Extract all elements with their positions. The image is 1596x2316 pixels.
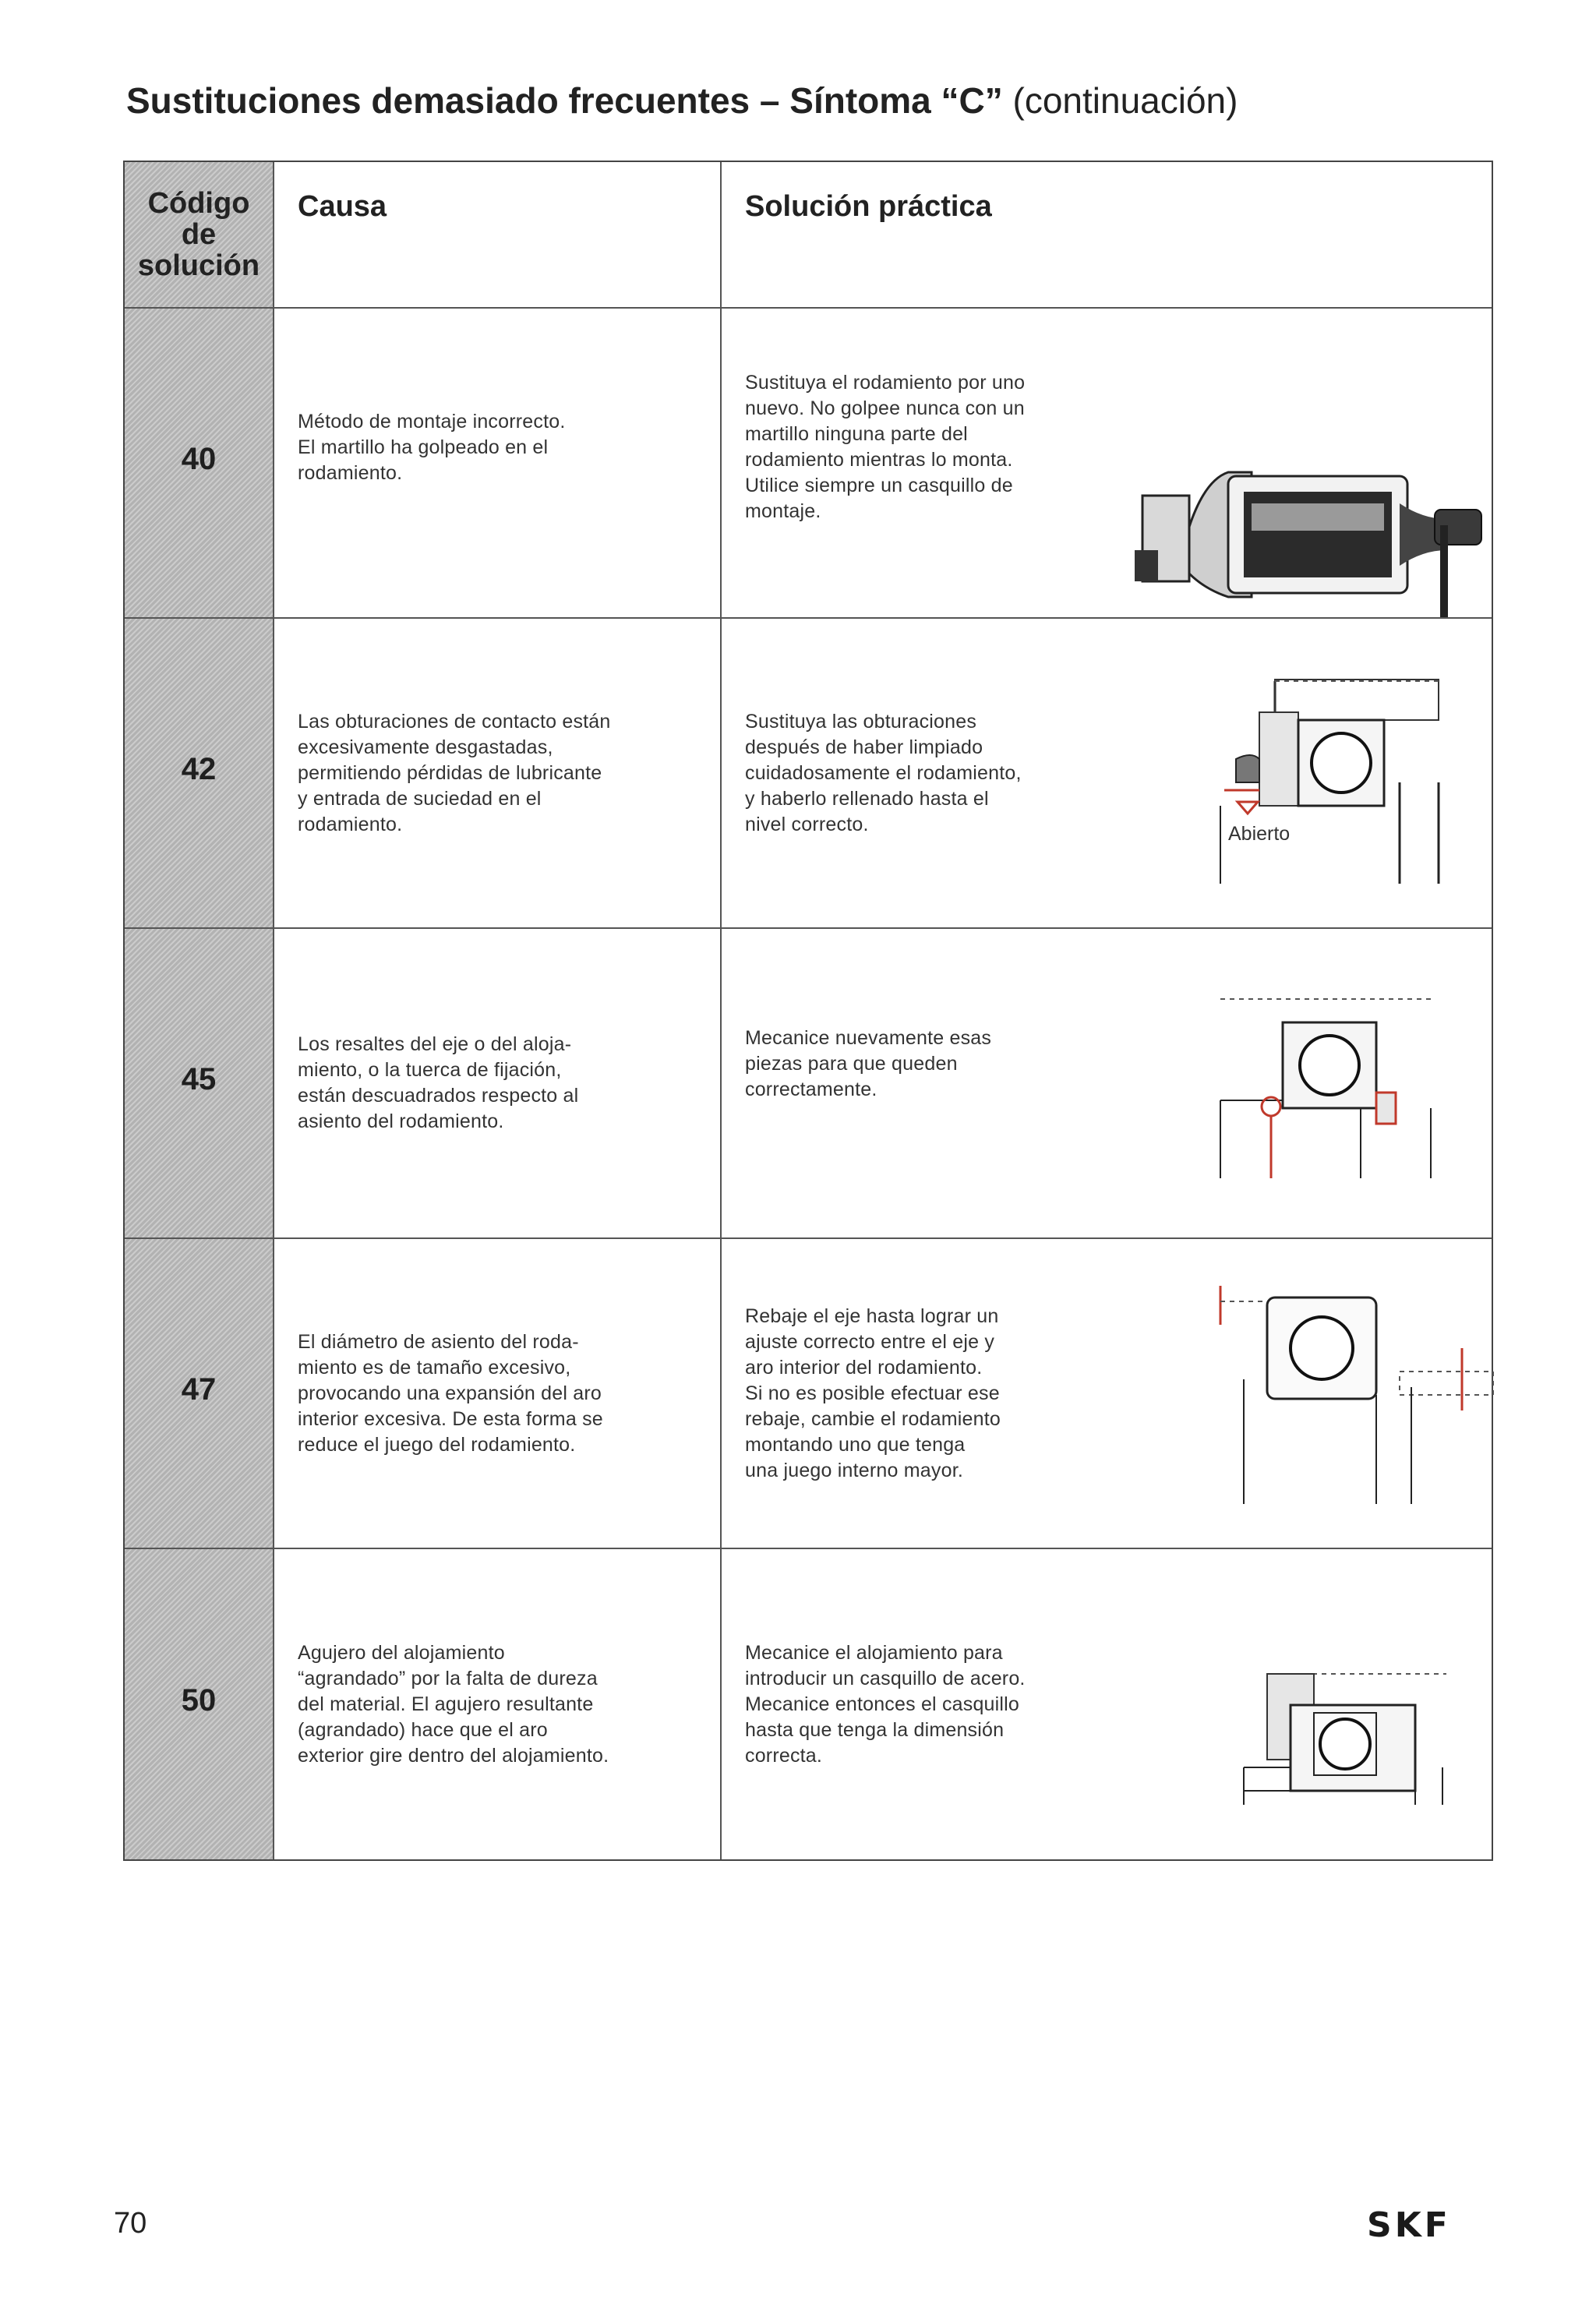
table-row	[125, 929, 1492, 1239]
table-row	[125, 309, 1492, 619]
solution-text: Mecanice el alojamiento para introducir un casquillo de acero. Mecanice entonces el casquillo hasta que tenga la dimensión correcta.	[745, 1641, 1026, 1767]
solution-cell	[722, 1549, 1492, 1859]
solution-cell	[722, 619, 1492, 927]
solution-code: 50	[181, 1682, 217, 1718]
title-main: Sustituciones demasiado frecuentes – Síntoma “C”	[126, 80, 1003, 121]
table-header-row	[125, 162, 1492, 309]
table-row	[125, 1549, 1492, 1859]
misaligned-shoulder-diagram	[1213, 983, 1446, 1186]
cause-text: Las obturaciones de contacto están excesivamente desgastadas, permitiendo pérdidas de lubricante y entrada de suciedad en el rodamiento.	[298, 710, 611, 835]
code-cell	[125, 309, 274, 617]
solution-code: 47	[181, 1372, 217, 1407]
code-cell	[125, 929, 274, 1237]
solution-text: Rebaje el eje hasta lograr un ajuste correcto entre el eje y aro interior del rodamiento. Si no es posible efectuar ese rebaje, cambie el rodamiento montando uno que tenga una juego interno mayor.	[745, 1305, 1001, 1481]
brand-logo: SKF	[1367, 2205, 1451, 2245]
solution-text: Sustituya el rodamiento por uno nuevo. No golpee nunca con un martillo ninguna parte del rodamiento mientras lo monta. Utilice siempre un casquillo de montaje.	[745, 372, 1026, 522]
cause-cell	[274, 309, 722, 617]
solution-cell	[722, 309, 1492, 617]
code-cell	[125, 1239, 274, 1548]
cause-cell	[274, 619, 722, 927]
cause-cell	[274, 1549, 722, 1859]
solution-cell	[722, 929, 1492, 1237]
table-row	[125, 619, 1492, 929]
cause-cell	[274, 1239, 722, 1548]
solution-code: 40	[181, 441, 217, 476]
cause-text: Agujero del alojamiento “agrandado” por la falta de dureza del material. El agujero resultante (agrandado) hace que el aro exterior gire dentro del alojamiento.	[298, 1641, 609, 1767]
code-cell	[125, 1549, 274, 1859]
code-cell	[125, 619, 274, 927]
title-subtitle: (continuación)	[1012, 80, 1238, 121]
cause-text: El diámetro de asiento del roda- miento es de tamaño excesivo, provocando una expansión del aro interior excesiva. De esta forma se reduce el juego del rodamiento.	[298, 1330, 603, 1456]
solution-text: Mecanice nuevamente esas piezas para que queden correctamente.	[745, 1026, 992, 1100]
mounting-sleeve-hammer-illustration	[1135, 433, 1493, 620]
solution-code: 42	[181, 751, 217, 786]
solutions-table	[123, 161, 1493, 1861]
page-title	[126, 79, 1238, 122]
solution-text: Sustituya las obturaciones después de haber limpiado cuidadosamente el rodamiento, y haberlo rellenado hasta el nivel correcto.	[745, 710, 1022, 835]
housing-steel-sleeve-diagram	[1228, 1666, 1454, 1806]
header-solution: Solución práctica	[745, 190, 992, 223]
cause-text: Los resaltes del eje o del aloja- miento, o la tuerca de fijación, están descuadrados respecto al asiento del rodamiento.	[298, 1033, 579, 1132]
solution-code: 45	[181, 1061, 217, 1096]
bearing-seal-section-diagram	[1205, 665, 1454, 899]
header-cause: Causa	[274, 162, 722, 307]
header-code: Código de solución	[137, 187, 260, 282]
solution-cell	[722, 1239, 1492, 1548]
figure-label-abierto: Abierto	[1228, 823, 1291, 845]
cause-cell	[274, 929, 722, 1237]
oversized-shaft-seat-diagram	[1205, 1278, 1501, 1512]
page-number: 70	[114, 2207, 147, 2240]
header-code-cell	[125, 162, 274, 307]
cause-text: Método de montaje incorrecto. El martillo ha golpeado en el rodamiento.	[298, 410, 566, 484]
table-row	[125, 1239, 1492, 1549]
